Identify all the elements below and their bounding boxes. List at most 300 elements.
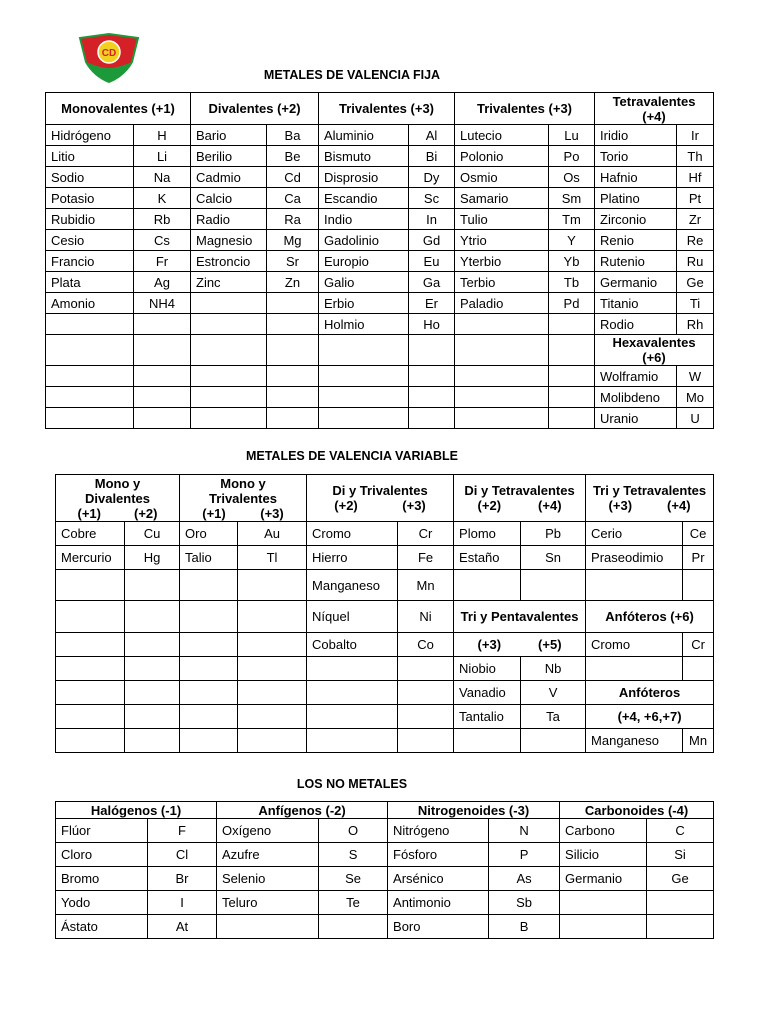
element-name: Oro (180, 522, 238, 546)
empty-cell (56, 705, 125, 729)
element-name: Cobre (56, 522, 125, 546)
element-symbol: Au (238, 522, 307, 546)
empty-cell (454, 570, 521, 601)
element-symbol: Ag (134, 272, 191, 293)
element-symbol: Sc (409, 188, 455, 209)
element-name: Molibdeno (595, 387, 677, 408)
empty-cell (319, 408, 409, 429)
element-symbol: Ti (677, 293, 714, 314)
empty-cell (125, 681, 180, 705)
table-row (56, 891, 714, 915)
element-symbol: Eu (409, 251, 455, 272)
element-symbol (134, 314, 191, 335)
group-valences (61, 506, 174, 521)
header-carbonoides: Carbonoides (-4) (560, 802, 714, 819)
element-symbol: At (148, 915, 217, 939)
empty-cell (409, 366, 455, 387)
valence-a: (+1) (202, 505, 226, 521)
empty-cell (409, 408, 455, 429)
element-name: Hidrógeno (46, 125, 134, 146)
element-name: Bario (191, 125, 267, 146)
empty-cell (134, 335, 191, 366)
valence-a: (+3) (477, 637, 502, 652)
element-symbol: Ga (409, 272, 455, 293)
element-name: Indio (319, 209, 409, 230)
element-name: Rodio (595, 314, 677, 335)
element-symbol: K (134, 188, 191, 209)
element-name: Azufre (217, 843, 319, 867)
element-name: Rubidio (46, 209, 134, 230)
header-anfoteros-6: Anfóteros (+6) (586, 601, 714, 633)
empty-cell (56, 729, 125, 753)
element-symbol: Tl (238, 546, 307, 570)
empty-cell (267, 387, 319, 408)
table-row (46, 335, 714, 366)
element-name: Paladio (455, 293, 549, 314)
element-symbol (267, 314, 319, 335)
header-tri-pentavalentes: Tri y Pentavalentes (454, 601, 586, 633)
element-name: Gadolinio (319, 230, 409, 251)
empty-cell (307, 729, 398, 753)
element-name: Berilio (191, 146, 267, 167)
element-symbol: Gd (409, 230, 455, 251)
empty-cell (267, 335, 319, 366)
group-name: Di y Tetravalentes (464, 483, 575, 498)
element-name: Platino (595, 188, 677, 209)
element-name: Radio (191, 209, 267, 230)
table-row (46, 408, 714, 429)
element-symbol: Sn (521, 546, 586, 570)
empty-cell (125, 570, 180, 601)
empty-cell (409, 387, 455, 408)
empty-cell (267, 366, 319, 387)
element-symbol: Hf (677, 167, 714, 188)
group-name: Di y Trivalentes (332, 483, 428, 498)
element-symbol: Ce (683, 522, 714, 546)
element-name: Magnesio (191, 230, 267, 251)
empty-cell (180, 601, 238, 633)
empty-cell (307, 681, 398, 705)
empty-cell (56, 657, 125, 681)
table-row (56, 729, 714, 753)
table-row (46, 366, 714, 387)
valence-b: (+3) (402, 498, 426, 513)
element-symbol: As (489, 867, 560, 891)
element-symbol: In (409, 209, 455, 230)
valence-a: (+3) (608, 498, 633, 513)
element-symbol (647, 915, 714, 939)
group-name: Mono y Divalentes (84, 475, 151, 506)
table-row (56, 705, 714, 729)
element-name (217, 915, 319, 939)
element-name: Amonio (46, 293, 134, 314)
valence-b: (+4) (538, 498, 562, 513)
empty-cell (549, 335, 595, 366)
element-symbol: Rh (677, 314, 714, 335)
element-symbol: Ba (267, 125, 319, 146)
empty-cell (56, 570, 125, 601)
empty-cell (134, 366, 191, 387)
empty-cell (134, 387, 191, 408)
empty-cell (46, 366, 134, 387)
table-row (46, 188, 714, 209)
empty-cell (191, 366, 267, 387)
empty-cell (398, 657, 454, 681)
element-symbol: Os (549, 167, 595, 188)
empty-cell (455, 387, 549, 408)
empty-cell (549, 387, 595, 408)
empty-cell (549, 366, 595, 387)
header-anfoteros: Anfóteros (586, 681, 714, 705)
element-symbol: Li (134, 146, 191, 167)
element-name: Hafnio (595, 167, 677, 188)
element-name: Cerio (586, 522, 683, 546)
empty-cell (319, 366, 409, 387)
element-name: Sodio (46, 167, 134, 188)
element-symbol: Tb (549, 272, 595, 293)
empty-cell (134, 408, 191, 429)
element-symbol: Cd (267, 167, 319, 188)
element-symbol: Po (549, 146, 595, 167)
element-name: Zinc (191, 272, 267, 293)
element-name (191, 293, 267, 314)
empty-cell (454, 729, 521, 753)
element-symbol: Sm (549, 188, 595, 209)
element-symbol: Cl (148, 843, 217, 867)
element-symbol: Ir (677, 125, 714, 146)
element-name: Flúor (56, 819, 148, 843)
table-header-row (56, 802, 714, 819)
element-symbol: Dy (409, 167, 455, 188)
header-group-2 (180, 475, 307, 522)
element-symbol: Re (677, 230, 714, 251)
header-halogenos: Halógenos (-1) (56, 802, 217, 819)
element-symbol: Zr (677, 209, 714, 230)
element-name: Osmio (455, 167, 549, 188)
element-symbol: I (148, 891, 217, 915)
title-no-metales: LOS NO METALES (296, 777, 408, 791)
table-row (46, 167, 714, 188)
element-symbol: Se (319, 867, 388, 891)
empty-cell (56, 681, 125, 705)
element-symbol: Fe (398, 546, 454, 570)
element-symbol: Si (647, 843, 714, 867)
element-symbol: Mn (683, 729, 714, 753)
table-row (56, 657, 714, 681)
element-name: Manganeso (586, 729, 683, 753)
element-symbol: Y (549, 230, 595, 251)
header-tetravalentes: Tetravalentes (+4) (595, 93, 714, 125)
table-row (46, 251, 714, 272)
table-row (46, 230, 714, 251)
element-name: Silicio (560, 843, 647, 867)
empty-cell (238, 681, 307, 705)
header-monovalentes: Monovalentes (+1) (46, 93, 191, 125)
table-row (56, 867, 714, 891)
element-symbol: Lu (549, 125, 595, 146)
element-name (46, 314, 134, 335)
element-symbol: Pb (521, 522, 586, 546)
element-symbol (319, 915, 388, 939)
empty-cell (238, 633, 307, 657)
element-name: Fósforo (388, 843, 489, 867)
title-metales-variable: METALES DE VALENCIA VARIABLE (245, 449, 459, 463)
empty-cell (398, 705, 454, 729)
empty-cell (180, 729, 238, 753)
empty-cell (398, 681, 454, 705)
empty-cell (238, 657, 307, 681)
header-anfigenos: Anfígenos (-2) (217, 802, 388, 819)
empty-cell (238, 570, 307, 601)
element-name: Estroncio (191, 251, 267, 272)
element-name: Wolframio (595, 366, 677, 387)
header-trivalentes-2: Trivalentes (+3) (455, 93, 595, 125)
empty-cell (180, 657, 238, 681)
group-name: Tri y Tetravalentes (592, 483, 707, 498)
element-symbol: Co (398, 633, 454, 657)
element-name: Litio (46, 146, 134, 167)
empty-cell (46, 335, 134, 366)
element-symbol: Zn (267, 272, 319, 293)
element-symbol: S (319, 843, 388, 867)
element-symbol: Sr (267, 251, 319, 272)
empty-cell (191, 387, 267, 408)
empty-cell (125, 601, 180, 633)
element-name: Cloro (56, 843, 148, 867)
element-symbol: Rb (134, 209, 191, 230)
element-symbol: Pt (677, 188, 714, 209)
element-name: Tantalio (454, 705, 521, 729)
element-name: Manganeso (307, 570, 398, 601)
valence-b: (+4) (667, 498, 691, 513)
empty-cell (180, 633, 238, 657)
element-symbol: Er (409, 293, 455, 314)
table-row (46, 209, 714, 230)
header-group-3 (307, 475, 454, 522)
element-name: Cromo (586, 633, 683, 657)
element-symbol: N (489, 819, 560, 843)
empty-cell (521, 729, 586, 753)
empty-cell (409, 335, 455, 366)
element-symbol: Yb (549, 251, 595, 272)
empty-cell (455, 408, 549, 429)
element-name: Cobalto (307, 633, 398, 657)
element-name: Iridio (595, 125, 677, 146)
table-no-metales (55, 801, 714, 939)
element-symbol: Ni (398, 601, 454, 633)
header-divalentes: Divalentes (+2) (191, 93, 319, 125)
element-symbol: Ta (521, 705, 586, 729)
element-name: Vanadio (454, 681, 521, 705)
element-name: Talio (180, 546, 238, 570)
table-row (46, 387, 714, 408)
empty-cell (238, 705, 307, 729)
element-symbol: Ho (409, 314, 455, 335)
element-symbol: Nb (521, 657, 586, 681)
element-symbol: Ge (647, 867, 714, 891)
element-symbol: Te (319, 891, 388, 915)
table-row (46, 272, 714, 293)
table-metales-variable (55, 474, 714, 753)
empty-cell (307, 705, 398, 729)
valence-b: (+5) (538, 637, 562, 652)
element-name: Titanio (595, 293, 677, 314)
table-metales-fija (45, 92, 714, 429)
empty-cell (683, 657, 714, 681)
element-symbol: Ra (267, 209, 319, 230)
element-symbol: O (319, 819, 388, 843)
element-symbol: Hg (125, 546, 180, 570)
element-name (560, 915, 647, 939)
element-name: Nitrógeno (388, 819, 489, 843)
element-symbol: U (677, 408, 714, 429)
empty-cell (125, 729, 180, 753)
element-name: Hierro (307, 546, 398, 570)
element-name: Praseodimio (586, 546, 683, 570)
header-hexavalentes: Hexavalentes (+6) (595, 335, 714, 366)
empty-cell (180, 681, 238, 705)
empty-cell (521, 570, 586, 601)
table-row (46, 146, 714, 167)
element-symbol: Bi (409, 146, 455, 167)
element-name: Ytrio (455, 230, 549, 251)
empty-cell (238, 729, 307, 753)
element-symbol: Na (134, 167, 191, 188)
element-symbol: Tm (549, 209, 595, 230)
valence-a: (+1) (77, 505, 101, 521)
element-symbol: F (148, 819, 217, 843)
element-symbol: Sb (489, 891, 560, 915)
element-name: Erbio (319, 293, 409, 314)
element-name: Rutenio (595, 251, 677, 272)
empty-cell (267, 408, 319, 429)
element-name: Bismuto (319, 146, 409, 167)
logo-text: CD (101, 48, 117, 59)
element-symbol: Pd (549, 293, 595, 314)
group-valences (312, 498, 448, 513)
element-name: Níquel (307, 601, 398, 633)
anfoteros-valences: (+4, +6,+7) (586, 705, 714, 729)
table-row (56, 601, 714, 633)
element-name: Calcio (191, 188, 267, 209)
empty-cell (125, 633, 180, 657)
element-symbol: C (647, 819, 714, 843)
element-name: Plomo (454, 522, 521, 546)
element-name: Disprosio (319, 167, 409, 188)
header-group-4 (454, 475, 586, 522)
element-name: Potasio (46, 188, 134, 209)
group-valences (591, 498, 708, 513)
element-name: Renio (595, 230, 677, 251)
element-symbol: Fr (134, 251, 191, 272)
table-row (56, 522, 714, 546)
empty-cell (319, 335, 409, 366)
table-row (46, 314, 714, 335)
element-name: Torio (595, 146, 677, 167)
element-symbol: Ca (267, 188, 319, 209)
element-name: Cesio (46, 230, 134, 251)
empty-cell (56, 633, 125, 657)
element-name: Yterbio (455, 251, 549, 272)
element-name: Francio (46, 251, 134, 272)
empty-cell (238, 601, 307, 633)
empty-cell (46, 408, 134, 429)
table-row (56, 633, 714, 657)
element-name: Uranio (595, 408, 677, 429)
empty-cell (307, 657, 398, 681)
empty-cell (549, 408, 595, 429)
table-row (56, 570, 714, 601)
table-row (56, 819, 714, 843)
header-group-5 (586, 475, 714, 522)
element-symbol: H (134, 125, 191, 146)
table-row (56, 681, 714, 705)
element-name: Cromo (307, 522, 398, 546)
element-name: Oxígeno (217, 819, 319, 843)
empty-cell (455, 366, 549, 387)
element-symbol: Th (677, 146, 714, 167)
table-header-row (56, 475, 714, 522)
valence-a: (+2) (477, 498, 502, 513)
element-name: Carbono (560, 819, 647, 843)
element-name: Yodo (56, 891, 148, 915)
header-trivalentes-1: Trivalentes (+3) (319, 93, 455, 125)
element-name: Polonio (455, 146, 549, 167)
table-row (56, 546, 714, 570)
element-name: Cadmio (191, 167, 267, 188)
group-valences (185, 506, 301, 521)
element-name: Galio (319, 272, 409, 293)
element-symbol: W (677, 366, 714, 387)
empty-cell (191, 335, 267, 366)
element-name: Terbio (455, 272, 549, 293)
element-name (560, 891, 647, 915)
element-name: Antimonio (388, 891, 489, 915)
table-row (56, 915, 714, 939)
element-name: Selenio (217, 867, 319, 891)
empty-cell (319, 387, 409, 408)
element-name: Lutecio (455, 125, 549, 146)
element-name: Teluro (217, 891, 319, 915)
element-name (191, 314, 267, 335)
valence-a: (+2) (334, 498, 358, 513)
group-valences (459, 498, 580, 513)
empty-cell (586, 657, 683, 681)
element-name: Arsénico (388, 867, 489, 891)
table-row (56, 843, 714, 867)
element-name (455, 314, 549, 335)
tri-penta-valence-values (459, 637, 580, 652)
empty-cell (180, 705, 238, 729)
empty-cell (46, 387, 134, 408)
element-name: Germanio (595, 272, 677, 293)
tri-penta-valences (454, 633, 586, 657)
table-row (46, 125, 714, 146)
group-name: Mono y Trivalentes (209, 475, 277, 506)
table-row (46, 293, 714, 314)
element-symbol: Cs (134, 230, 191, 251)
empty-cell (586, 570, 683, 601)
element-symbol: Ru (677, 251, 714, 272)
element-name: Ástato (56, 915, 148, 939)
element-symbol: Mn (398, 570, 454, 601)
valence-b: (+3) (260, 505, 284, 521)
empty-cell (455, 335, 549, 366)
table-header-row (46, 93, 714, 125)
element-symbol (267, 293, 319, 314)
element-name: Tulio (455, 209, 549, 230)
empty-cell (56, 601, 125, 633)
